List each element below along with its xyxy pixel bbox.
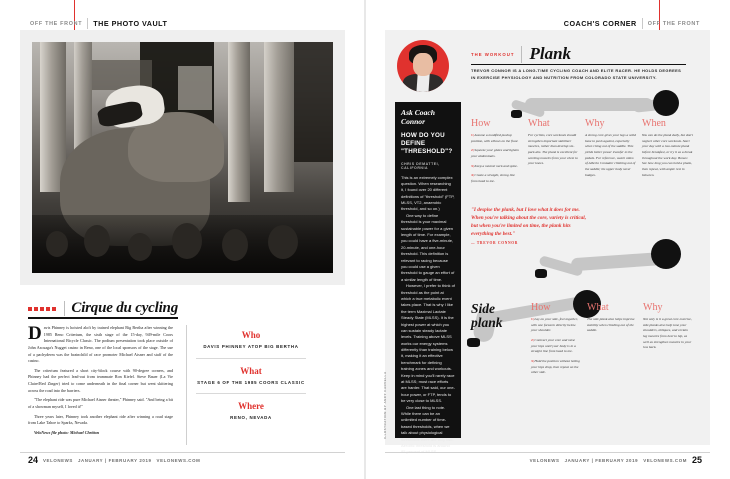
workout-title: Plank [529, 44, 572, 63]
side-plank-how-title: How [531, 302, 551, 313]
runhead-title: THE PHOTO VAULT [93, 19, 168, 28]
right-page [365, 0, 730, 479]
step-text: Assume a modified pushup position, with elbows on the floor. [471, 133, 519, 143]
step-text: Hold the position without letting your hips drop, then repeat on the other side. [531, 358, 580, 375]
plank-illustration-2 [535, 225, 695, 297]
pull-quote-attribution: — TREVOR CONNOR [471, 241, 519, 246]
facts-sidebar [196, 330, 306, 436]
right-folio-issue: JANUARY | FEBRUARY 2019 [564, 457, 639, 463]
qa-paragraph-1: This is an extremely complex question. When researching it, I found over 20 different definitions of "threshold" (FTP, MLSS, VT2, anaerobic threshold, and so on.) [401, 174, 455, 212]
side-plank-shoe [467, 338, 480, 347]
side-plank-how-item-1 [531, 317, 581, 334]
body-paragraph-2: The criterium featured a short city-block course with 90-degree corners, and Phinney had the perfect lead-out from teammate Ron Kiefel. Steve Bauer (La Vie Claire/Red Zinger) tried to come underneath in the final corner but went skittering across the road into the barriers. [28, 367, 173, 393]
side-plank-title: Side plank [471, 301, 503, 331]
fact-what [196, 366, 306, 395]
facts-divider [186, 325, 187, 445]
plank-how-item-3 [471, 164, 522, 170]
ask-coach-asker: CHRIS DEMATTEI, CALIFORNIA [401, 161, 440, 170]
step-number: 3| [471, 163, 474, 168]
ask-coach-column [395, 102, 461, 448]
spread-gutter [364, 0, 366, 479]
right-page-number: 25 [691, 455, 702, 465]
plank-shoe [511, 110, 522, 118]
workout-header [471, 44, 571, 64]
plank-info-columns [471, 118, 699, 189]
headline-text: Cirque du cycling [71, 300, 178, 316]
step-number: 1| [471, 133, 474, 137]
step-number: 1| [531, 317, 534, 321]
left-running-head [30, 18, 167, 29]
right-folio-rule [385, 452, 710, 453]
photo-shadow-right [294, 42, 333, 162]
plank-illustration [505, 82, 680, 122]
step-text: Keep a neutral neck and spine. [474, 163, 518, 168]
photo-highlight [178, 66, 212, 110]
fact-where-label: Where [238, 401, 264, 412]
plank-how-item-2 [471, 148, 522, 159]
fact-where [196, 401, 306, 429]
left-folio-rule [20, 452, 345, 453]
step-text: Contract your core and raise your hips until your body is in a straight line from head to toe. [531, 337, 576, 354]
ask-coach-heading: Ask Coach Connor [401, 108, 435, 126]
plank-why-title: Why [585, 118, 605, 129]
fact-where-value: RENO, NEVADA [230, 415, 272, 421]
step-number: 2| [531, 337, 534, 342]
drop-cap: D [28, 323, 42, 344]
fact-who [196, 330, 306, 359]
plank-column-when [642, 118, 693, 189]
runhead-divider [87, 18, 88, 29]
side-plank-why-text: Not only is it a great core exercise, side planks also help tone your shoulders, obliques, and certain leg muscles from heel to hip, as well as strengthen muscles in your low back. [643, 317, 692, 350]
plank-why-text: A strong core gives your legs a solid base to push against, especially when rising out of the saddle. This yields better power transfer to the pedals. For reference, watch video of Alberto Contador climbing out of the saddle; his upper body never budges. [585, 133, 636, 177]
step-number: 3| [531, 358, 534, 363]
qa-paragraph-2: One way to define threshold is your maximal sustainable power for a given length of time. For example, you could have a five-minute, 20-minute, and one-hour threshold. This definition is relevant to racing because you could use a given threshold to gauge an effort of a similar length of time. [401, 212, 455, 282]
photo-column-4 [264, 42, 294, 192]
crowd-foreground [32, 215, 333, 273]
body-paragraph-1-text: avis Phinney is hoisted aloft by trained elephant Big Bertha after winning the 1985 Reno Criterium, the sixth stage of the 15-day, 949-mile Coors International Bicycle Classic. The podium presentation took place outside of John Ascuaga's Nugget casino in Reno, one of the local sponsors of the stage. The use of a pachyderm was the brainchild of race promoter Michael Aisner and staff of the casino. [28, 325, 173, 364]
plank-when-title: When [642, 118, 666, 129]
ask-coach-question: HOW DO YOU DEFINE "THRESHOLD"? [401, 132, 453, 156]
side-plank-how-item-3 [531, 359, 581, 376]
headline-divider [64, 301, 65, 316]
side-plank-why-title: Why [643, 302, 663, 313]
body-paragraph-4: Three years later, Phinney took another elephant ride after winning a road stage from Lake Tahoe to Sparks, Nevada. [28, 413, 173, 426]
step-text: Lay on your side, feet together, with one forearm directly below your shoulder. [531, 317, 578, 333]
runhead-title: COACH'S CORNER [563, 19, 637, 28]
step-text: Create a straight, strong line from head to toe. [471, 173, 515, 183]
side-plank-columns [531, 302, 699, 380]
step-number: 4| [471, 173, 474, 178]
photo-frame [20, 30, 345, 285]
plank-how-item-1 [471, 133, 522, 144]
illustration-credit: ILLUSTRATION BY ANDY CARVELLA [383, 371, 387, 439]
left-folio [28, 455, 200, 465]
runhead-section-label: OFF THE FRONT [647, 20, 700, 27]
plank-what-text: For cyclists, core workouts should strengthen important stabilizer muscles, rather than develop six-pack abs. The plank is excellent for working muscles from your chest to your knees. [528, 133, 578, 166]
left-folio-brand: VELONEWS [43, 457, 73, 463]
left-folio-issue: JANUARY | FEBRUARY 2019 [77, 457, 152, 463]
plank-how-item-4 [471, 173, 522, 184]
body-paragraph-1 [28, 325, 173, 365]
plank-head [653, 90, 679, 116]
fact-who-label: Who [241, 330, 261, 340]
fact-what-label: What [240, 365, 262, 376]
runhead-section-label: OFF THE FRONT [30, 20, 83, 27]
body-paragraph-3: "The elephant ride was pure Michael Aisner theater," Phinney said. "And being a bit of a showman myself, I loved it!" [28, 397, 173, 409]
article-body [28, 325, 173, 439]
coach-avatar [397, 40, 449, 92]
plank-column-why [585, 118, 636, 189]
photo-column-3 [228, 42, 250, 202]
side-plank-how-item-2 [531, 338, 581, 355]
left-page-number: 24 [28, 455, 39, 465]
fact-what-value: STAGE 6 OF THE 1985 COORS CLASSIC [197, 379, 305, 385]
step-number: 2| [471, 148, 474, 153]
avatar-face [413, 53, 433, 76]
coach-corner-panel [383, 30, 710, 448]
right-running-head [564, 18, 700, 29]
right-folio-brand: VELONEWS [529, 457, 560, 463]
side-plank-column-what [587, 302, 637, 380]
plank-column-what [528, 118, 579, 189]
right-folio [530, 455, 702, 465]
headline-rule [28, 317, 178, 319]
coach-bio: TREVOR CONNOR IS A LONG-TIME CYCLING COACH AND ELITE RACER. HE HOLDS DEGREES IN EXERCISE PHYSIOLOGY AND NUTRITION FROM COLORADO STATE UNIVERSITY. [471, 68, 682, 80]
plank2-shoe [535, 269, 547, 278]
archive-photo [32, 42, 333, 273]
step-text: Squeeze your glutes and tighten your abdominals. [471, 148, 519, 158]
plank-how-title: How [471, 118, 491, 129]
crowd-blob [172, 223, 202, 259]
crowd-blob [46, 231, 68, 257]
photo-credit: VeloNews file photo: Michael Chritton [34, 429, 100, 435]
plank-column-how [471, 118, 522, 189]
runhead-divider [642, 18, 643, 29]
dash-ornament [28, 307, 57, 311]
right-folio-url: VELONEWS.COM [643, 457, 687, 463]
qa-paragraph-4: One last thing to note. While there can be an unlimited number of time-based thresholds, when we talk about physiological thresholds there are only two. Aerobic threshold is around [401, 404, 454, 448]
crowd-blob [84, 225, 110, 257]
plank2-head [651, 239, 681, 269]
workout-tag: THE WORKOUT [471, 51, 515, 57]
pull-quote-text: "I despise the plank, but I love what it does for me. When you're talking about the core, variety is critical, but when you're limited on time, the plank hits everything the best." [471, 207, 586, 238]
fact-who-value: DAVIS PHINNEY ATOP BIG BERTHA [203, 344, 299, 349]
crowd-blob [268, 225, 298, 259]
qa-paragraph-3: However, I prefer to think of threshold as the point at which a true metabolic event takes place. That is why I like the term Maximal Lactate Steady State (MLSS). It is the highest power at which you can sustain steady lactate levels. Training above MLSS works our energy systems differently than training below it, making it an effective benchmark for defining training zones and workouts. Keep in mind you'll rarely race at MLSS; most race efforts are harder. That said, our one-hour power, or FTP, tends to be very close to MLSS. [401, 283, 455, 404]
side-plank-what-text: The side plank also helps improve stability when climbing out of the saddle. [587, 317, 635, 333]
side-plank-column-why [643, 302, 693, 380]
side-plank-column-how [531, 302, 581, 380]
plank-what-title: What [528, 118, 550, 129]
crowd-blob [128, 233, 152, 261]
article-headline [28, 300, 178, 317]
left-folio-url: VELONEWS.COM [156, 457, 201, 463]
workout-divider [521, 46, 522, 63]
bio-rule [471, 64, 686, 65]
plank-when-text: You can do the plank daily, but don't neglect other core workouts. Start your day with a two-minute plank before breakfast, or try it as a break throughout the work day. Bonus: See how long you can hold a plank, then repeat, with ample rest in between. [642, 133, 693, 177]
crowd-blob [222, 229, 248, 261]
side-plank-what-title: What [587, 302, 609, 313]
